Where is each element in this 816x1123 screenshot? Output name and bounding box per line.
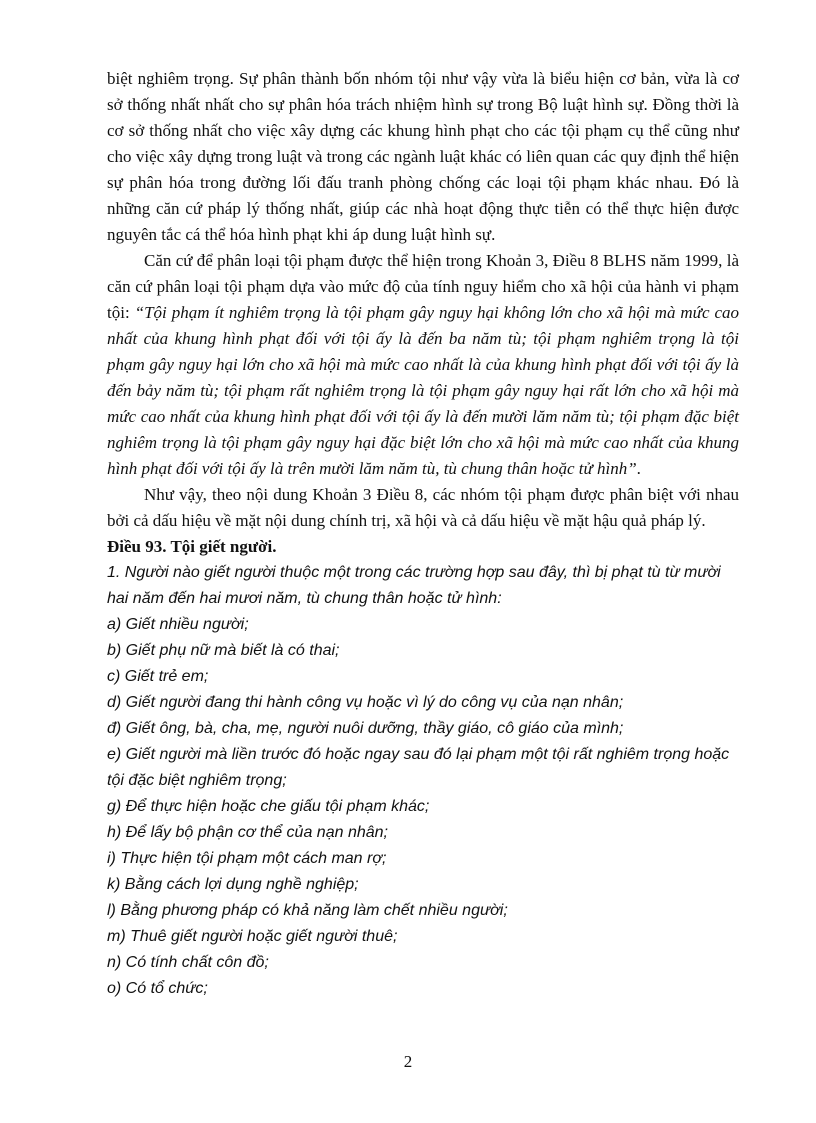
article-body [107, 560, 739, 1002]
article-item: n) Có tính chất côn đồ; [107, 954, 269, 971]
article-item: b) Giết phụ nữ mà biết là có thai; [107, 642, 340, 659]
article-item: đ) Giết ông, bà, cha, mẹ, người nuôi dưỡng, thầy giáo, cô giáo của mình; [107, 720, 624, 737]
article-item: e) Giết người mà liền trước đó hoặc ngay sau đó lại phạm một tội rất nghiêm trọng hoặc tội đặc biệt nghiêm trọng; [107, 746, 730, 789]
article-clause-intro: 1. Người nào giết người thuộc một trong các trường hợp sau đây, thì bị phạt tù từ mười hai năm đến hai mươi năm, tù chung thân hoặc tử hình: [107, 564, 721, 607]
article-item: o) Có tổ chức; [107, 980, 208, 997]
paragraph-intro-text: Căn cứ để phân loại tội phạm được thể hiện trong Khoản 3, Điều 8 BLHS năm 1999, là căn cứ phân loại tội phạm dựa vào mức độ của tính nguy hiểm cho xã hội của hành vi phạm tội: [107, 251, 739, 322]
article-item: l) Bằng phương pháp có khả năng làm chết nhiều người; [107, 902, 508, 919]
paragraph-continuation: biệt nghiêm trọng. Sự phân thành bốn nhóm tội như vậy vừa là biểu hiện cơ bản, vừa là cơ sở thống nhất nhất cho sự phân hóa trách nhiệm hình sự trong Bộ luật hình sự. Đồng thời là cơ sở thống nhất cho việc xây dựng các khung hình phạt cho các tội phạm cụ thể cũng như cho việc xây dựng trong luật và trong các ngành luật khác có liên quan các quy định thể hiện sự phân hóa trong đường lối đấu tranh phòng chống các loại tội phạm khác nhau. Đó là những căn cứ pháp lý thống nhất, giúp các nhà hoạt động thực tiễn có thể thực hiện được nguyên tắc cá thể hóa hình phạt khi áp dung luật hình sự. [107, 69, 739, 244]
article-item: k) Bằng cách lợi dụng nghề nghiệp; [107, 876, 359, 893]
article-item: m) Thuê giết người hoặc giết người thuê; [107, 928, 398, 945]
quoted-law-text: “Tội phạm ít nghiêm trọng là tội phạm gây nguy hại không lớn cho xã hội mà mức cao nhất của khung hình phạt đối với tội ấy là đến ba năm tù; tội phạm nghiêm trọng là tội phạm gây nguy hại lớn cho xã hội mà mức cao nhất là của khung hình phạt đối với tội ấy là đến bảy năm tù; tội phạm rất nghiêm trọng là tội phạm gây nguy hại rất lớn cho xã hội mà mức cao nhất của khung hình phạt đối với tội ấy là đến mười lăm năm tù; tội phạm đặc biệt nghiêm trọng là tội phạm gây nguy hại đặc biệt lớn cho xã hội mà mức cao nhất của khung hình phạt đối với tội ấy là trên mười lăm năm tù, tù chung thân hoặc tử hình” [107, 303, 740, 478]
page-number: 2 [403, 1052, 413, 1071]
article-item: d) Giết người đang thi hành công vụ hoặc vì lý do công vụ của nạn nhân; [107, 694, 624, 711]
paragraph-classification-basis [107, 248, 739, 482]
article-heading: Điều 93. Tội giết người. [107, 537, 277, 556]
page-content [107, 66, 739, 1002]
article-item: c) Giết trẻ em; [107, 668, 209, 685]
article-item: g) Để thực hiện hoặc che giấu tội phạm khác; [107, 798, 430, 815]
article-item: i) Thực hiện tội phạm một cách man rợ; [107, 850, 387, 867]
paragraph-end-punctuation: . [636, 459, 641, 478]
paragraph-conclusion: Như vậy, theo nội dung Khoản 3 Điều 8, các nhóm tội phạm được phân biệt với nhau bởi cả dấu hiệu về mặt nội dung chính trị, xã hội và cả dấu hiệu về mặt hậu quả pháp lý. [107, 485, 739, 530]
article-item: h) Để lấy bộ phận cơ thể của nạn nhân; [107, 824, 388, 841]
article-item: a) Giết nhiều người; [107, 616, 249, 633]
